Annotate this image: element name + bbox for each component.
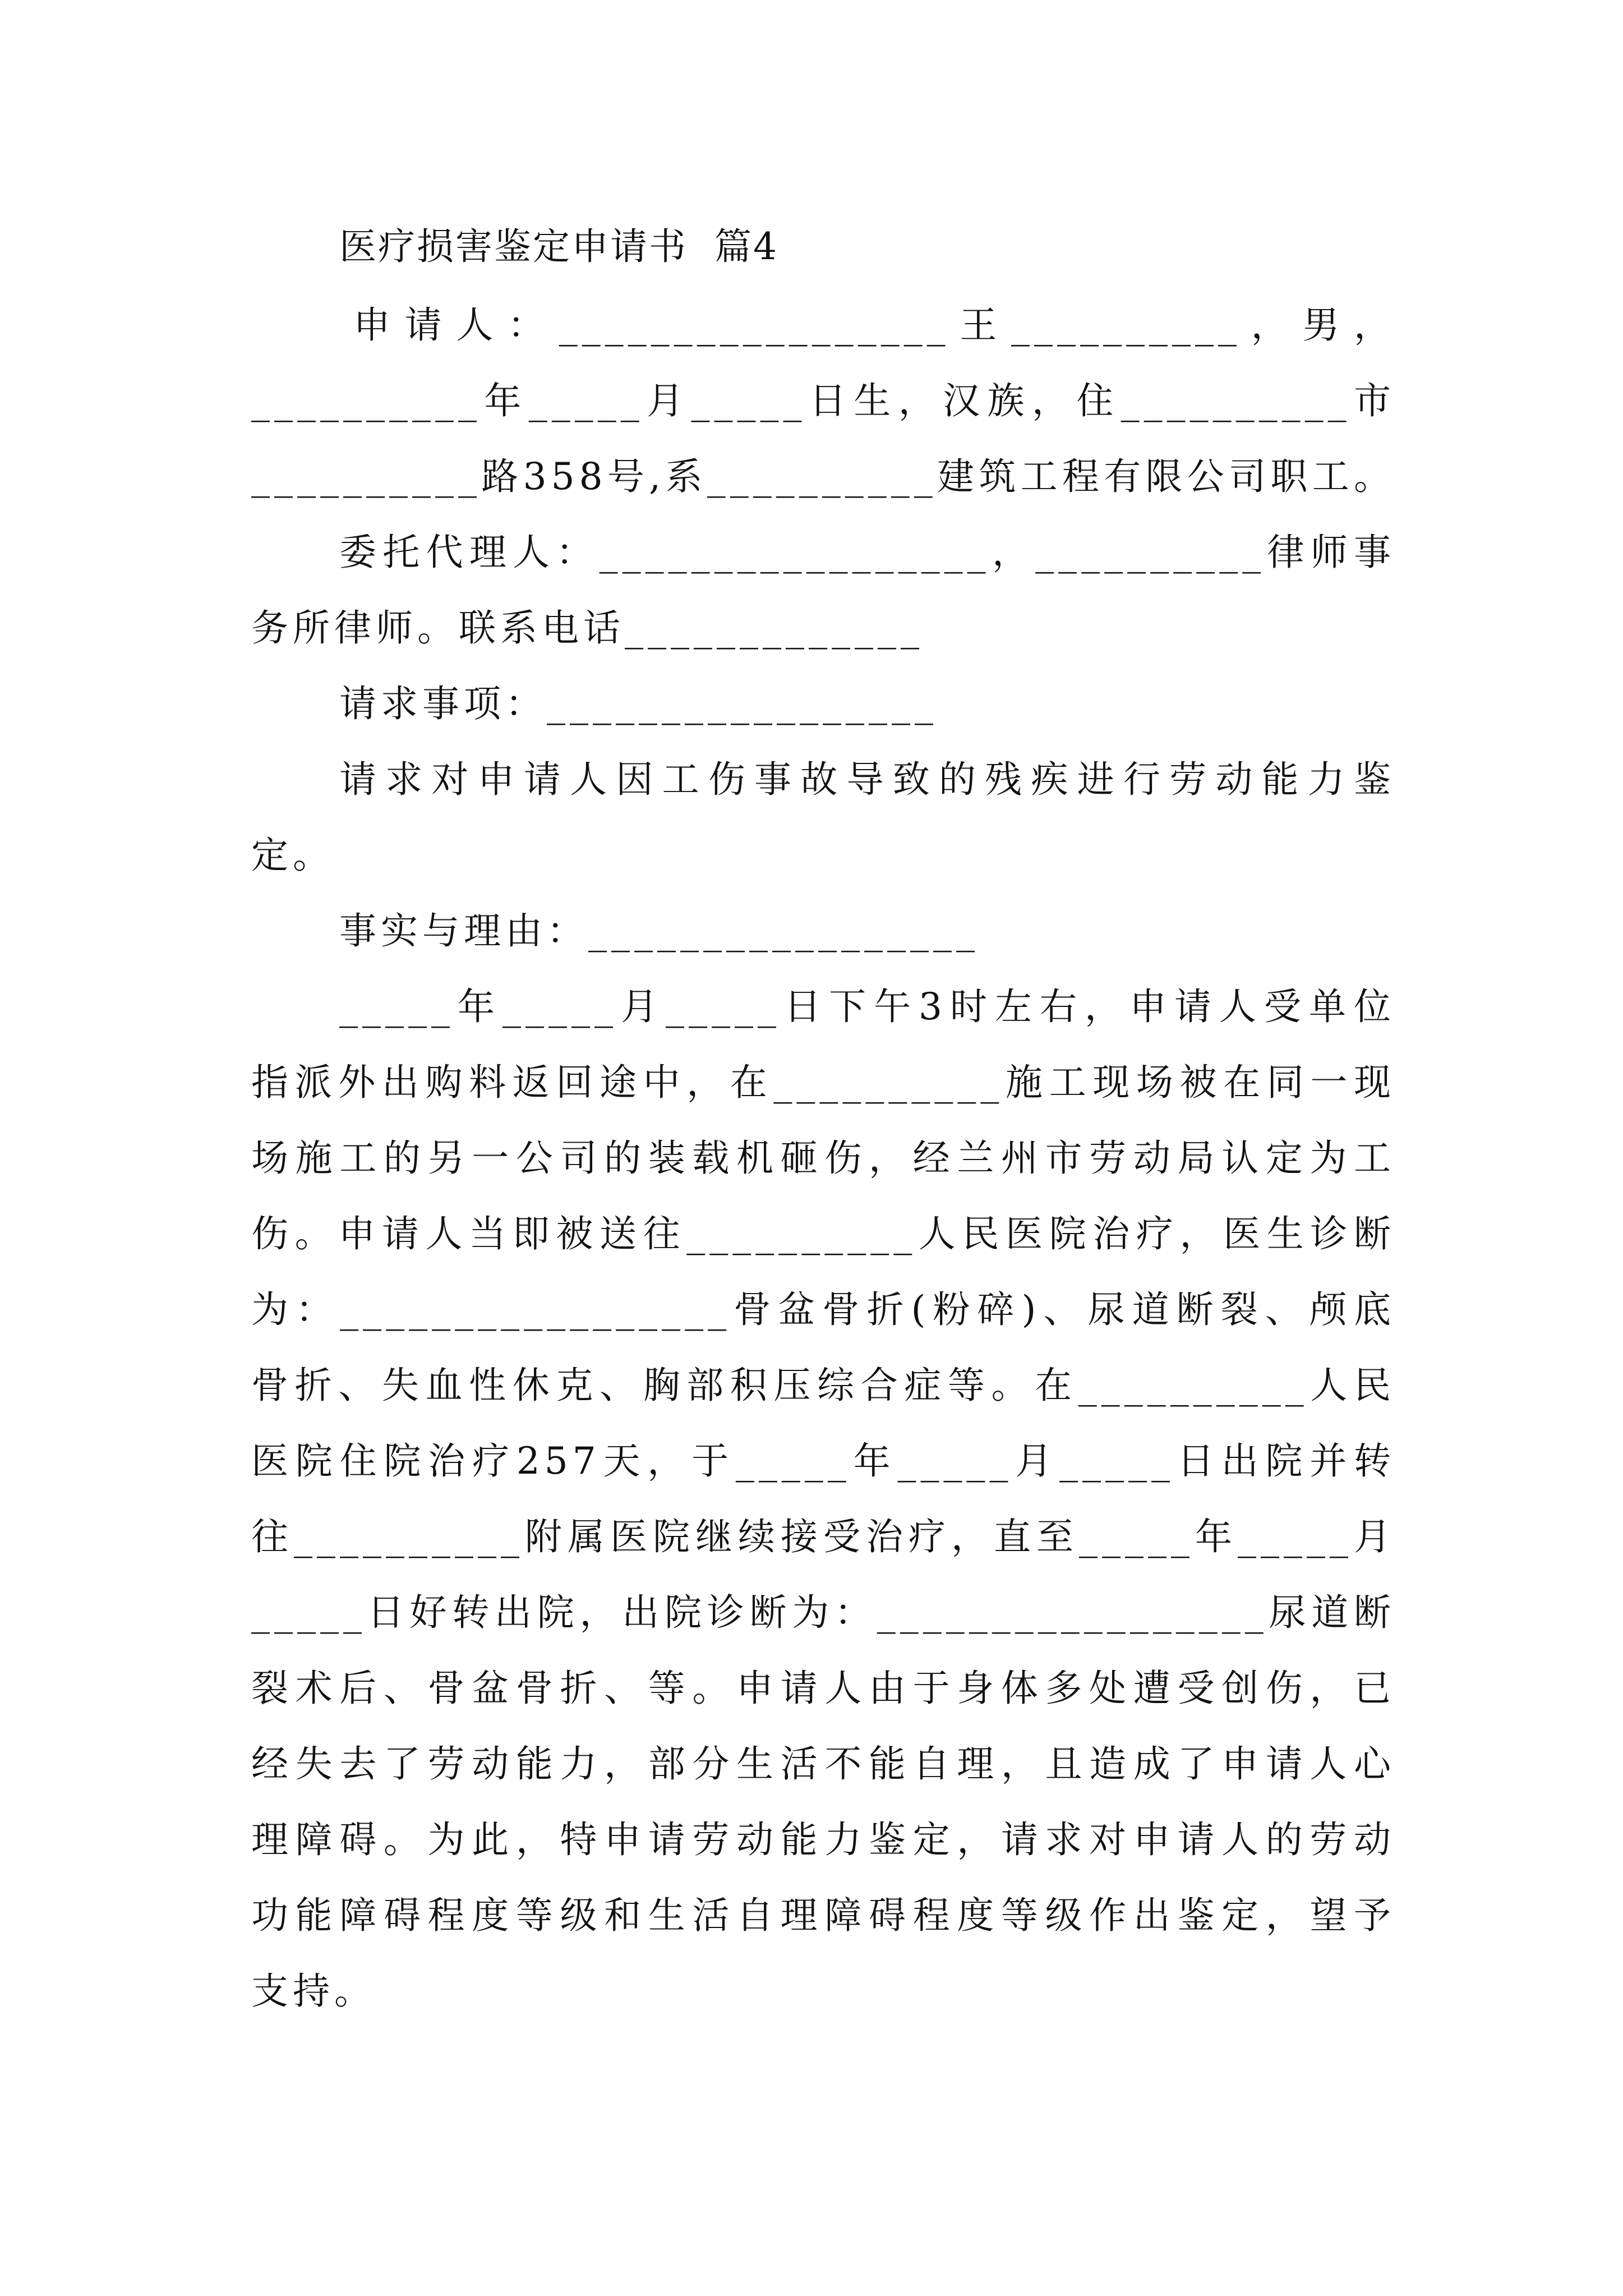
facts-line-3: 场施工的另一公司的装载机砸伤，经兰州市劳动局认定为工 bbox=[251, 1137, 1395, 1180]
facts-line-2: 指派外出购料返回途中，在__________施工现场被在同一现 bbox=[251, 1061, 1395, 1104]
facts-line-7: 医院住院治疗257天，于_____年_____月_____日出院并转 bbox=[251, 1439, 1395, 1483]
facts-line-5: 为：_________________骨盆骨折(粉碎)、尿道断裂、颅底 bbox=[251, 1288, 1395, 1331]
facts-line-6: 骨折、失血性休克、胸部积压综合症等。在__________人民 bbox=[251, 1364, 1395, 1407]
facts-line-13: 功能障碍程度等级和生活自理障碍程度等级作出鉴定，望予 bbox=[251, 1894, 1395, 1937]
applicant-line-2: __________年_____月_____日生，汉族，住__________市 bbox=[251, 379, 1395, 422]
applicant-line-1: 申请人：_________________王__________，男， bbox=[353, 303, 1395, 347]
applicant-line-3: __________路358号,系__________建筑工程有限公司职工。 bbox=[251, 455, 1395, 498]
request-line-1: 请求对申请人因工伤事故导致的残疾进行劳动能力鉴 bbox=[339, 758, 1395, 801]
request-line-2: 定。 bbox=[251, 834, 334, 877]
facts-heading: 事实与理由：_________________ bbox=[339, 909, 979, 953]
facts-line-14: 支持。 bbox=[251, 1970, 376, 2013]
facts-line-10: 裂术后、骨盆骨折、等。申请人由于身体多处遭受创伤，已 bbox=[251, 1667, 1395, 1710]
document-title: 医疗损害鉴定申请书 篇4 bbox=[339, 225, 778, 268]
facts-line-1: _____年_____月_____日下午3时左右，申请人受单位 bbox=[339, 985, 1395, 1028]
agent-line-1: 委托代理人：_________________，__________律师事 bbox=[339, 531, 1395, 574]
facts-line-9: _____日好转出院，出院诊断为：_________________尿道断 bbox=[251, 1591, 1395, 1634]
agent-line-2: 务所律师。联系电话_____________ bbox=[251, 606, 924, 650]
request-heading: 请求事项：_________________ bbox=[339, 682, 938, 725]
facts-line-4: 伤。申请人当即被送往__________人民医院治疗，医生诊断 bbox=[251, 1212, 1395, 1255]
facts-line-8: 往__________附属医院继续接受治疗，直至_____年_____月 bbox=[251, 1515, 1395, 1558]
facts-line-11: 经失去了劳动能力，部分生活不能自理，且造成了申请人心 bbox=[251, 1742, 1395, 1786]
facts-line-12: 理障碍。为此，特申请劳动能力鉴定，请求对申请人的劳动 bbox=[251, 1818, 1395, 1861]
